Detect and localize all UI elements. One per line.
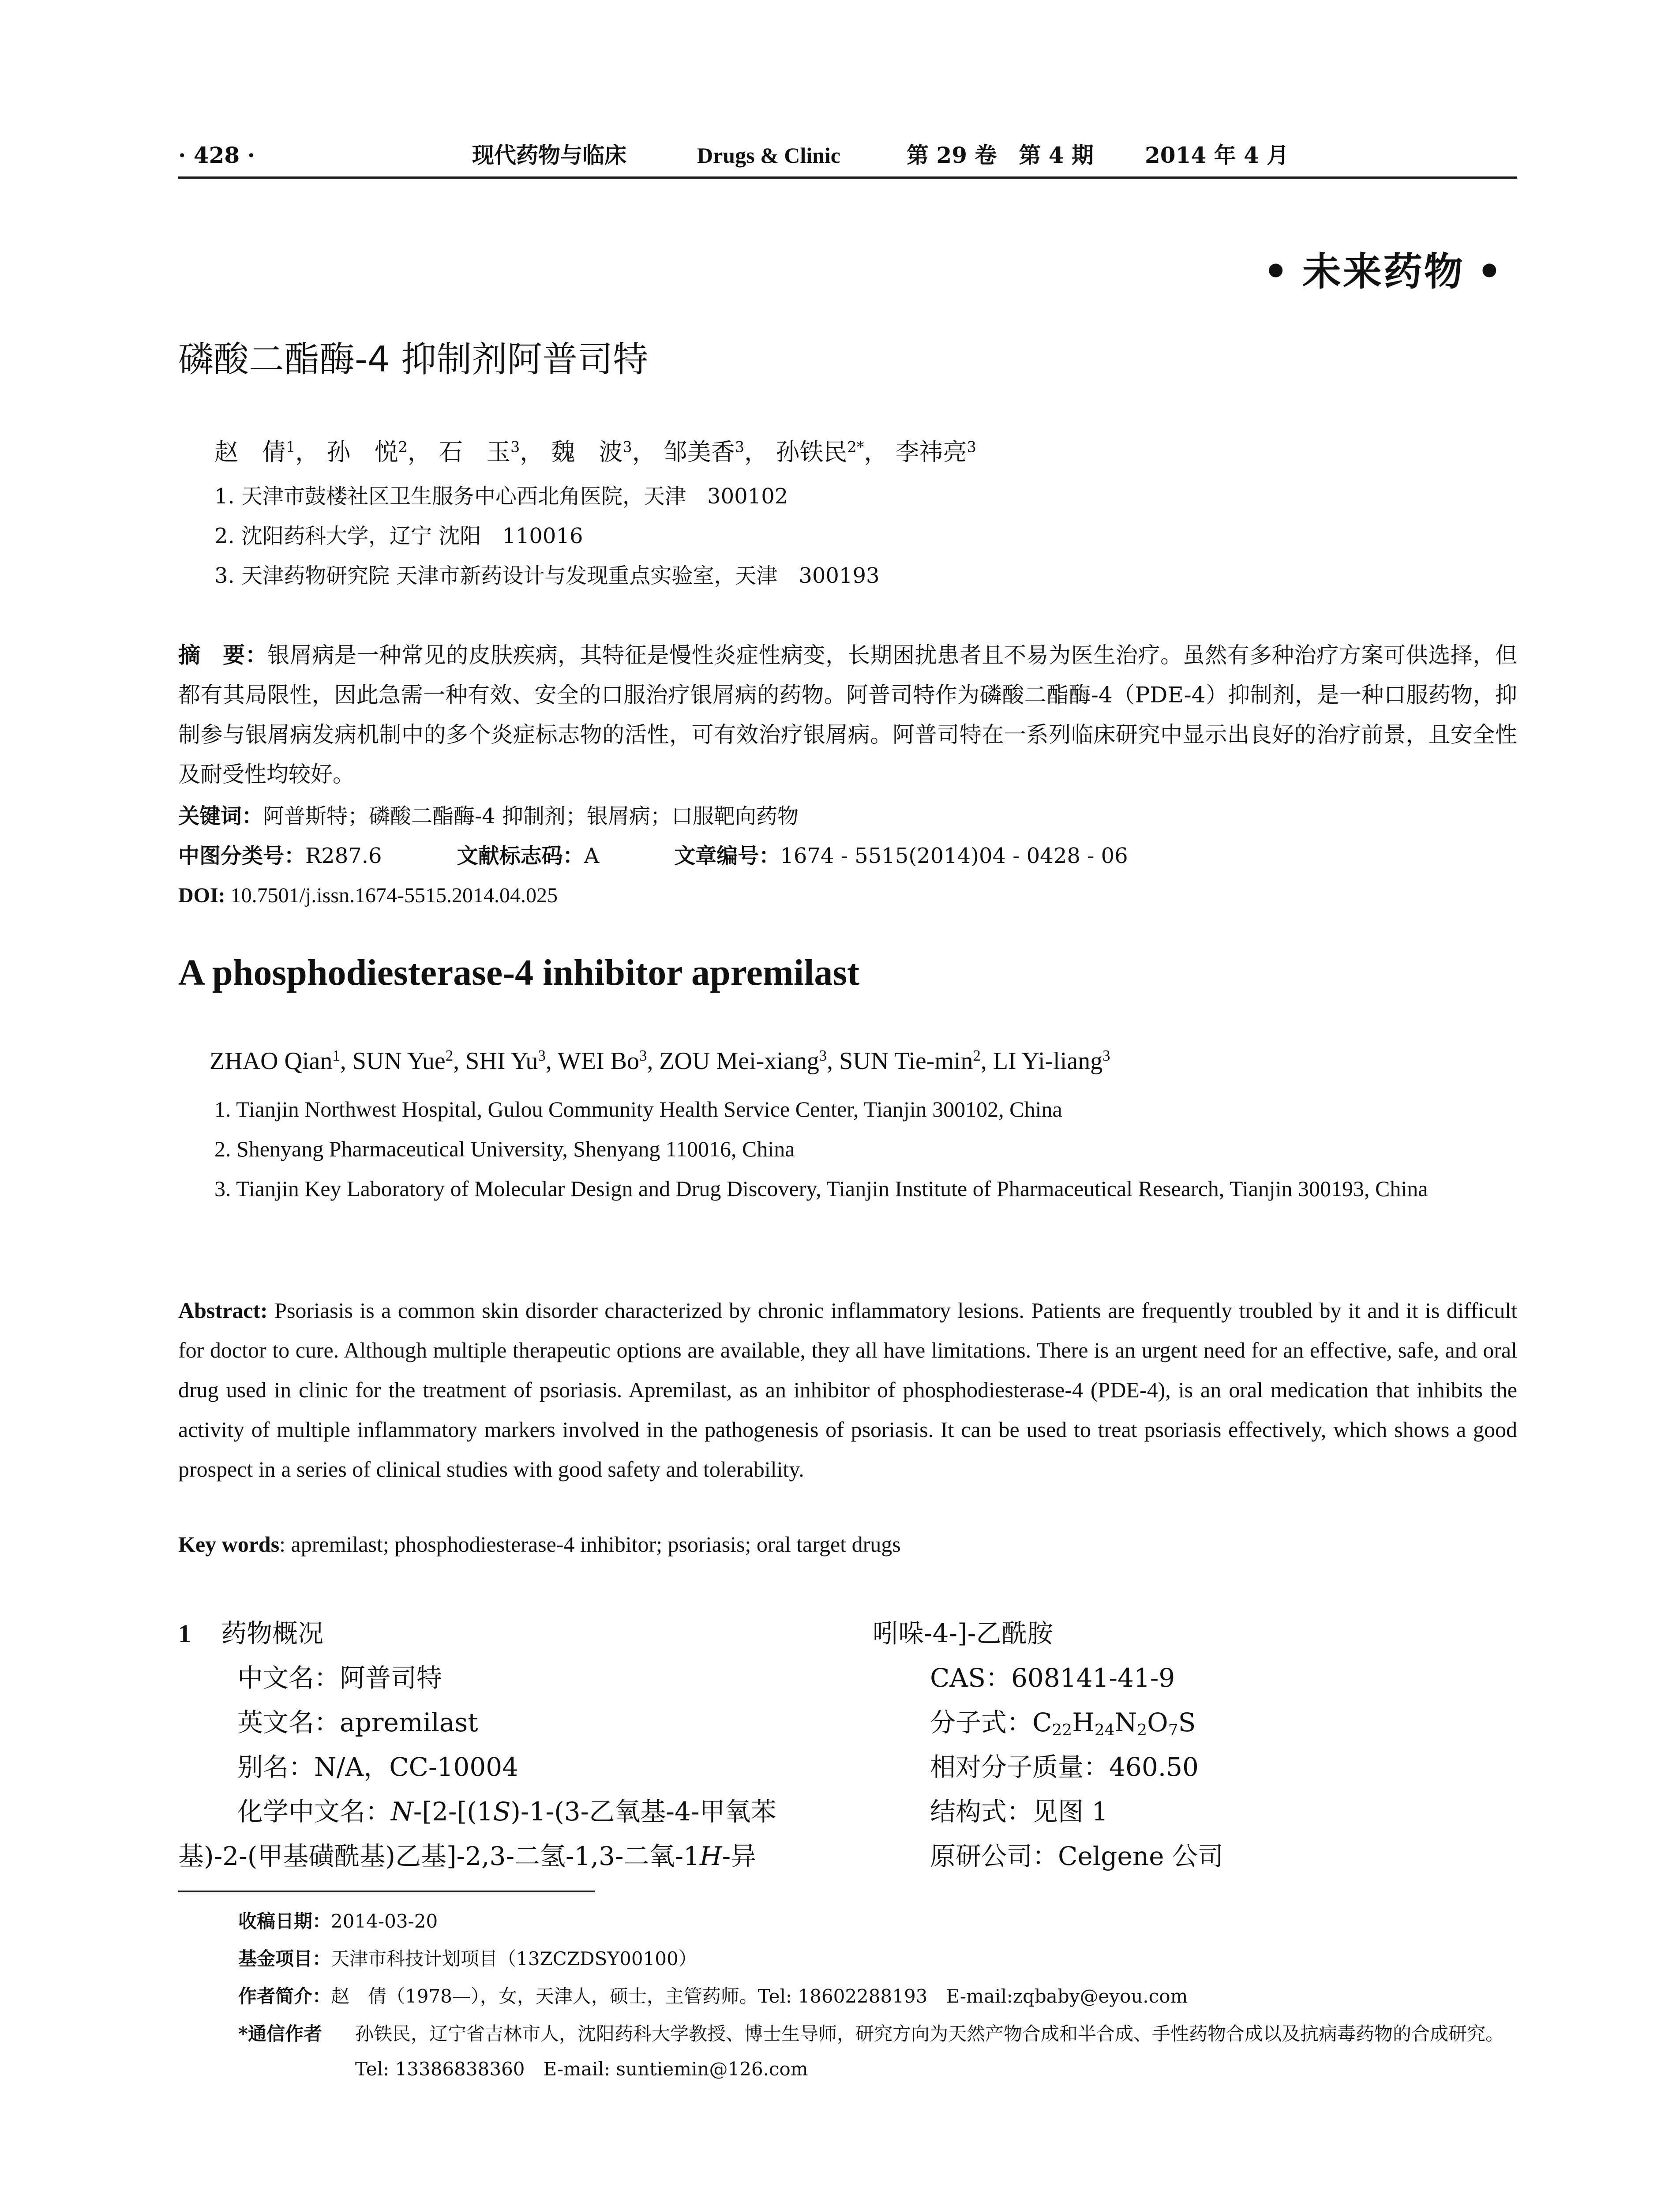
mw-value: 460.50 <box>1109 1752 1199 1782</box>
clc-value: R287.6 <box>305 844 382 868</box>
author-sup: 3 <box>819 1047 827 1064</box>
author-en: ZHAO Qian <box>210 1047 333 1075</box>
authors-zh: 赵 倩$^1$， 孙 悦$^2$， 石 玉$^3$， 魏 波$^3$， 邹美香$^3$， 孙铁民$^{2*}$， 李祎亮$^3$ <box>214 438 976 466</box>
keywords-zh <box>178 799 799 834</box>
author-sup: 1 <box>286 438 296 456</box>
affiliation-zh-3: 3. 天津药物研究院 天津市新药设计与发现重点实验室，天津 300193 <box>214 563 880 588</box>
author-sup: 3 <box>622 438 632 456</box>
chem-name-line-2 <box>178 1834 776 1879</box>
bullet-right: • <box>1477 248 1504 294</box>
author-sup: 2 <box>398 438 408 456</box>
footnote-rule <box>178 1891 595 1892</box>
abstract-en-label: Abstract: <box>178 1298 268 1323</box>
author-zh: 李祎亮 <box>895 438 967 466</box>
structure-value: 见图 1 <box>1032 1797 1108 1827</box>
chem-italic-n: N <box>391 1797 413 1827</box>
chem-name-part: -异 <box>722 1841 757 1871</box>
article-number-label: 文章编号： <box>674 844 780 868</box>
author-en: SHI Yu <box>465 1047 538 1075</box>
page-number: · 428 · <box>178 142 255 168</box>
formula-value <box>1032 1707 1196 1737</box>
author-sup: 2 <box>445 1047 454 1064</box>
cas-line <box>873 1656 1223 1700</box>
received-date <box>238 1904 438 1939</box>
keywords-zh-text: 阿普斯特；磷酸二酯酶-4 抑制剂；银屑病；口服靶向药物 <box>263 804 799 829</box>
alias-line <box>178 1745 776 1790</box>
authors-en: ZHAO Qian$^1$, SUN Yue$^2$, SHI Yu$^3$, WEI Bo$^3$, ZOU Mei-xiang$^3$, SUN Tie-$\min^2$, LI Yi-liang$^3$ <box>210 1047 1110 1075</box>
corr-label-text: *通信作者 <box>238 2023 322 2045</box>
keywords-en <box>178 1527 901 1562</box>
chem-name-part: 基)-2-(甲基磺酰基)乙基]-2,3-二氢-1,3-二氧-1 <box>178 1841 700 1871</box>
chem-name-label: 化学中文名： <box>237 1797 391 1827</box>
author-sup: 3 <box>1102 1047 1110 1064</box>
received-label: 收稿日期： <box>238 1910 331 1932</box>
doi-label: DOI: <box>178 884 225 907</box>
author-zh: 孙铁民 <box>776 438 848 466</box>
header-rule <box>178 176 1517 179</box>
author-en: ZOU Mei-xiang <box>659 1047 819 1075</box>
issue-date: 2014 年 4 月 <box>1145 142 1289 168</box>
affiliation-en-3: 3. Tianjin Key Laboratory of Molecular Design and Drug Discovery, Tianjin Institute of Pharmaceutical Research, Tianjin 300193, China <box>214 1176 1428 1201</box>
cas-label: CAS： <box>930 1663 1011 1693</box>
fund-value: 天津市科技计划项目（13ZCZDSY00100） <box>331 1948 697 1970</box>
column-label <box>1251 247 1516 296</box>
author-sup: 1 <box>332 1047 340 1064</box>
formula-label: 分子式： <box>930 1707 1033 1737</box>
zh-name-label: 中文名： <box>237 1663 340 1693</box>
author-bio-label: 作者简介： <box>238 1985 331 2007</box>
formula-element: C <box>1032 1707 1052 1737</box>
keywords-en-text: : apremilast; phosphodiesterase-4 inhibitor; psoriasis; oral target drugs <box>279 1532 901 1557</box>
formula-subscript: 22 <box>1052 1721 1072 1739</box>
abstract-en <box>178 1291 1517 1489</box>
alias-label: 别名： <box>237 1752 315 1782</box>
author-sup: 3 <box>639 1047 647 1064</box>
abstract-zh <box>178 635 1517 794</box>
doc-code-label: 文献标志码： <box>457 844 584 868</box>
formula-subscript: 24 <box>1094 1721 1115 1739</box>
formula-element: O <box>1147 1707 1168 1737</box>
classification-line <box>178 838 1128 874</box>
author-zh: 孙 悦 <box>326 438 398 466</box>
author-sup: 3 <box>538 1047 546 1064</box>
cas-value: 608141-41-9 <box>1011 1663 1175 1693</box>
structure-label: 结构式： <box>930 1797 1033 1827</box>
author-en: SUN Tie-min <box>839 1047 973 1075</box>
journal-name-en: Drugs & Clinic <box>697 143 840 168</box>
author-sup: 3 <box>510 438 520 456</box>
formula-element: S <box>1178 1707 1196 1737</box>
author-zh: 石 玉 <box>439 438 510 466</box>
section-right-column <box>873 1611 1223 1879</box>
structure-line <box>873 1790 1223 1834</box>
section-number: 1 <box>178 1619 191 1648</box>
author-sup: 2* <box>847 438 864 456</box>
author-sup: 2 <box>973 1047 981 1064</box>
affiliation-zh-1: 1. 天津市鼓楼社区卫生服务中心西北角医院，天津 300102 <box>214 484 788 509</box>
chem-italic-s: S <box>493 1797 511 1827</box>
article-number-value: 1674 - 5515(2014)04 - 0428 - 06 <box>780 844 1128 868</box>
mw-label: 相对分子质量： <box>930 1752 1110 1782</box>
company-line <box>873 1834 1223 1879</box>
en-name-value: apremilast <box>340 1707 478 1737</box>
author-zh: 赵 倩 <box>214 438 286 466</box>
formula-element: H <box>1072 1707 1095 1737</box>
company-label: 原研公司： <box>930 1841 1058 1871</box>
author-sup: 3 <box>967 438 976 456</box>
doi-value: 10.7501/j.issn.1674-5515.2014.04.025 <box>230 884 558 907</box>
formula-subscript: 2 <box>1137 1721 1148 1739</box>
author-sup: 3 <box>735 438 745 456</box>
column-label-text: 未来药物 <box>1302 248 1465 294</box>
alias-value: N/A，CC-10004 <box>314 1752 519 1782</box>
volume-issue: 第 29 卷 第 4 期 <box>907 142 1094 168</box>
section-heading <box>178 1611 776 1656</box>
zh-name-value: 阿普司特 <box>340 1663 442 1693</box>
company-value: Celgene 公司 <box>1058 1841 1223 1871</box>
affiliation-en-1: 1. Tianjin Northwest Hospital, Gulou Community Health Service Center, Tianjin 300102, China <box>214 1097 1062 1122</box>
corresponding-label <box>238 2016 322 2052</box>
title-zh: 磷酸二酯酶-4 抑制剂阿普司特 <box>178 339 649 380</box>
doc-code-value: A <box>584 844 600 868</box>
keywords-en-label: Key words <box>178 1532 280 1557</box>
fund-project <box>238 1941 697 1977</box>
author-en: LI Yi-liang <box>993 1047 1103 1075</box>
zh-name-line <box>178 1656 776 1700</box>
chem-italic-h: H <box>699 1841 722 1871</box>
en-name-label: 英文名： <box>237 1707 340 1737</box>
author-zh: 魏 波 <box>551 438 623 466</box>
abstract-zh-label: 摘 要： <box>178 642 268 668</box>
affiliation-en-2: 2. Shenyang Pharmaceutical University, Shenyang 110016, China <box>214 1137 795 1161</box>
doi-line <box>178 878 558 913</box>
abstract-en-text: Psoriasis is a common skin disorder characterized by chronic inflammatory lesions. Patients are frequently troubled by it and it is difficult for doctor to cure. Although multiple therapeutic options are available, they all have limitations. There is an urgent need for an effective, safe, and oral drug used in clinic for the treatment of psoriasis. Apremilast, as an inhibitor of phosphodiesterase-4 (PDE-4), is an oral medication that inhibits the activity of multiple inflammatory markers involved in the pathogenesis of psoriasis. It can be used to treat psoriasis effectively, which shows a good prospect in a series of clinical studies with good safety and tolerability. <box>178 1298 1517 1482</box>
affiliation-zh-2: 2. 沈阳药科大学，辽宁 沈阳 110016 <box>214 524 583 548</box>
author-bio-value: 赵 倩（1978—），女，天津人，硕士，主管药师。Tel: 18602288193 E-mail:zqbaby@eyou.com <box>331 1985 1188 2007</box>
author-bio <box>238 1979 1188 2014</box>
journal-name-zh: 现代药物与临床 <box>472 142 626 168</box>
received-value: 2014-03-20 <box>331 1910 438 1932</box>
bullet-left: • <box>1263 248 1290 294</box>
chem-name-line-1 <box>178 1790 776 1834</box>
section-left-column <box>178 1611 776 1879</box>
corresponding-author: 孙铁民，辽宁省吉林市人，沈阳药科大学教授、博士生导师，研究方向为天然产物合成和半合成、手性药物合成以及抗病毒药物的合成研究。Tel: 13386838360 E-mail: suntiemin@126.com <box>355 2023 1504 2080</box>
author-en: SUN Yue <box>352 1047 446 1075</box>
formula-line <box>873 1700 1223 1745</box>
chem-name-part: )-1-(3-乙氧基-4-甲氧苯 <box>510 1797 776 1827</box>
fund-label: 基金项目： <box>238 1948 331 1970</box>
title-en: A phosphodiesterase-4 inhibitor apremilast <box>178 952 860 993</box>
chem-name-line-3: 吲哚-4-]-乙酰胺 <box>873 1618 1053 1648</box>
clc-label: 中图分类号： <box>178 844 306 868</box>
keywords-zh-label: 关键词： <box>178 804 263 829</box>
en-name-line <box>178 1700 776 1745</box>
formula-element: N <box>1114 1707 1137 1737</box>
mw-line <box>873 1745 1223 1790</box>
chem-name-part: -[2-[(1 <box>413 1797 493 1827</box>
section-title: 药物概况 <box>221 1618 324 1648</box>
formula-subscript: 7 <box>1168 1721 1178 1739</box>
author-en: WEI Bo <box>557 1047 639 1075</box>
abstract-zh-text: 银屑病是一种常见的皮肤疾病，其特征是慢性炎症性病变，长期困扰患者且不易为医生治疗。虽然有多种治疗方案可供选择，但都有其局限性，因此急需一种有效、安全的口服治疗银屑病的药物。阿普司特作为磷酸二酯酶-4（PDE-4）抑制剂，是一种口服药物，抑制参与银屑病发病机制中的多个炎症标志物的活性，可有效治疗银屑病。阿普司特在一系列临床研究中显示出良好的治疗前景，且安全性及耐受性均较好。 <box>178 642 1517 787</box>
author-zh: 邹美香 <box>663 438 735 466</box>
